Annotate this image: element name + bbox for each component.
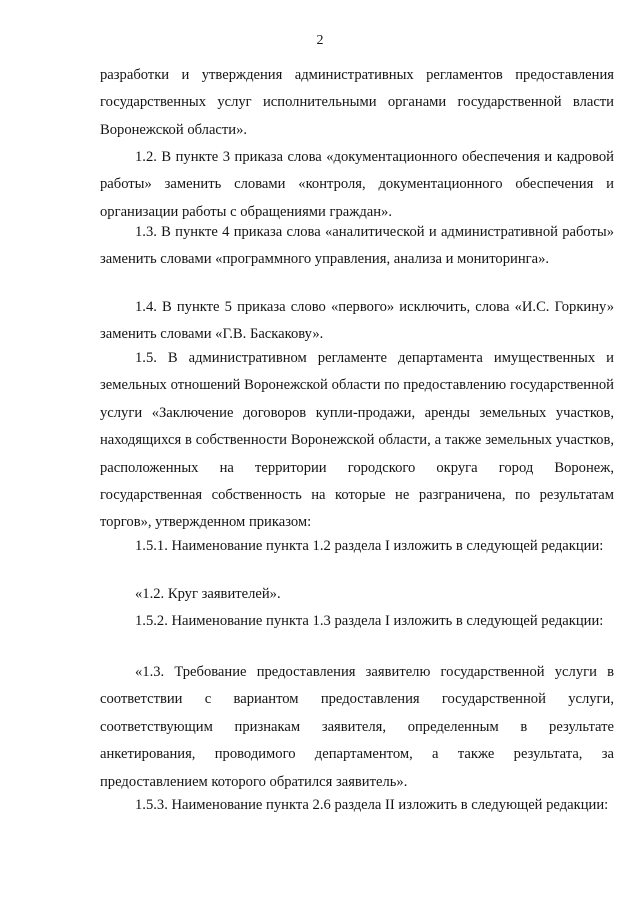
page-number: 2 [316,33,324,48]
paragraph-1-5-3: 1.5.3. Наименование пункта 2.6 раздела II изложить в следующей редакции: [135,797,609,813]
paragraph-1-5-2: 1.5.2. Наименование пункта 1.3 раздела I изложить в следующей редакции: [135,613,604,629]
paragraph: разработки и утверждения административных регламентов предоставления государственных услуг исполнительными органами государственной власти Воронежской области». [100,67,614,138]
quote-1-2-block [100,581,614,608]
paragraph-1-5: 1.5. В административном регламенте департамента имущественных и земельных отношений Воронежской области по предоставлению государственной услуги «Заключение договоров купли-продажи, аренды земельных участков, находящихся в собственности Воронежской области, а также земельных участков, расположенных на территории городского округа город Воронеж, государственная собственность на которые не разграничена, по результатам торгов», утвержденном приказом: [100,350,614,531]
paragraph-1-3: 1.3. В пункте 4 приказа слова «аналитической и административной работы» заменить словами «программного управления, анализа и мониторинга». [100,224,614,268]
quote-1-2: «1.2. Круг заявителей». [135,586,281,602]
paragraph-1-2-block [100,144,614,226]
paragraph-1-2: 1.2. В пункте 3 приказа слова «документационного обеспечения и кадровой работы» заменить словами «контроля, документационного обеспечения и организации работы с обращениями граждан». [100,149,614,220]
paragraph-1-3-block [100,219,614,274]
paragraph-1-4-block [100,294,614,349]
paragraph-continuation [100,62,614,144]
paragraph-1-5-2-block [100,608,614,635]
paragraph-1-5-1-block [100,533,614,560]
paragraph-1-4: 1.4. В пункте 5 приказа слово «первого» исключить, слова «И.С. Горкину» заменить словами «Г.В. Баскакову». [100,299,614,343]
paragraph-1-5-3-block [100,792,614,819]
paragraph-1-5-block [100,345,614,537]
paragraph-1-5-1: 1.5.1. Наименование пункта 1.2 раздела I изложить в следующей редакции: [135,538,604,554]
quote-1-3-block [100,659,614,796]
quote-1-3: «1.3. Требование предоставления заявителю государственной услуги в соответствии с вариантом предоставления государственной услуги, соответствующим признакам заявителя, определенным в результате анкетирования, проводимого департаментом, а также результата, за предоставлением которого обратился заявитель». [100,664,614,790]
